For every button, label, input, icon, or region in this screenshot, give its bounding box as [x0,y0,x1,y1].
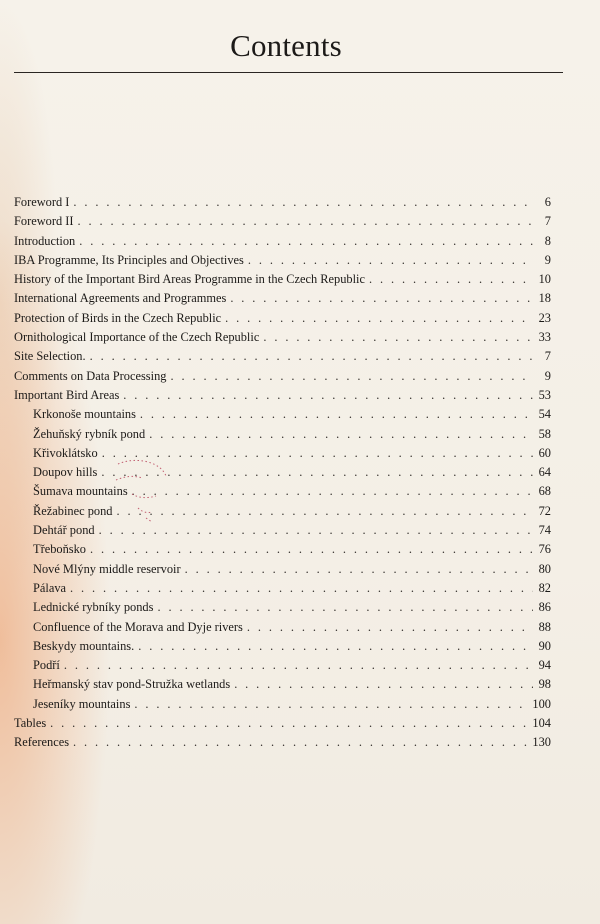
dot-leader [50,714,528,733]
dot-leader [101,463,533,482]
toc-page-number: 6 [544,195,551,209]
toc-subentry [14,444,563,463]
dot-leader [132,482,533,501]
toc-entry-title: Krkonoše mountains [33,407,136,422]
toc-entry-title: Heřmanský stav pond-Stružka wetlands [33,677,231,692]
toc-subentry [14,695,563,714]
toc-entry-title: Podří [33,658,60,673]
toc-entry [14,386,563,405]
toc-page-number: 100 [532,696,551,711]
toc-entry [14,347,563,366]
toc-entry-title: Doupov hills [33,465,98,480]
toc-entry [14,367,563,386]
dot-leader [78,212,533,231]
toc-entry [14,212,563,231]
toc-entry-title: IBA Programme, Its Principles and Objectives [14,252,244,267]
toc-entry [14,251,563,270]
toc-page-number: 88 [538,619,551,634]
dot-leader [138,637,533,656]
toc-page-number: 53 [538,387,551,402]
toc-page-number: 98 [538,677,551,692]
toc-page-number: 72 [538,503,551,518]
toc-entry-title: Introduction [14,233,76,248]
toc-page-number: 90 [538,638,551,653]
toc-entry [14,289,563,308]
toc-page-number: 68 [538,484,551,499]
toc-entry-title: Beskydy mountains. [33,638,135,653]
toc-subentry [14,637,563,656]
toc-page-number: 54 [538,407,551,422]
toc-subentry [14,463,563,482]
dot-leader [64,656,533,675]
toc-entry-title: Řežabinec pond [33,503,113,518]
toc-subentry [14,405,563,424]
toc-page-number: 7 [544,214,551,229]
dot-leader [263,328,533,347]
dot-leader [247,618,533,637]
toc-page-number: 74 [538,523,551,538]
toc-entry-title: Šumava mountains [33,484,128,499]
toc-entry-title: Tables [14,716,47,731]
toc-entry-title: Foreword II [14,214,74,229]
toc-page-number: 104 [532,716,551,731]
toc-page-number: 86 [538,600,551,615]
toc-page-number: 9 [544,368,551,383]
toc-page-number: 9 [544,252,551,267]
dot-leader [140,405,533,424]
toc-entry-title: Confluence of the Morava and Dyje rivers [33,619,243,634]
toc-page-number: 8 [544,233,551,248]
dot-leader [230,289,533,308]
dot-leader [248,251,533,270]
dot-leader [73,193,533,212]
dot-leader [102,444,533,463]
toc-entry [14,309,563,328]
toc-entry [14,328,563,347]
toc-subentry [14,675,563,694]
dot-leader [234,675,533,694]
toc-page-number: 64 [538,465,551,480]
dot-leader [157,598,533,617]
dot-leader [79,232,533,251]
toc-entry-title: Křivoklátsko [33,445,98,460]
dot-leader [123,386,533,405]
toc-entry-title: Nové Mlýny middle reservoir [33,561,181,576]
toc-subentry [14,521,563,540]
toc-subentry [14,425,563,444]
dot-leader [369,270,533,289]
dot-leader [73,733,528,752]
toc-entry-title: Dehtář pond [33,523,95,538]
dot-leader [90,347,533,366]
toc-page-number: 7 [544,349,551,364]
toc-entry-title: References [14,735,70,750]
toc-entry-title: Jeseníky mountains [33,696,131,711]
toc-subentry [14,598,563,617]
toc-page-number: 18 [538,291,551,306]
toc-subentry [14,482,563,501]
toc-entry-title: Protection of Birds in the Czech Republic [14,310,222,325]
dot-leader [185,560,533,579]
toc-entry-title: Třeboňsko [33,542,86,557]
toc-page-number: 58 [538,426,551,441]
toc-entry-title: Important Bird Areas [14,387,120,402]
toc-entry-title: Ornithological Importance of the Czech Republic [14,330,260,345]
page-title: Contents [230,28,342,63]
toc-page-number: 10 [538,272,551,287]
dot-leader [116,502,533,521]
dot-leader [170,367,533,386]
toc-subentry [14,502,563,521]
dot-leader [149,425,533,444]
toc-page-number: 60 [538,445,551,460]
toc-entry [14,232,563,251]
dot-leader [99,521,533,540]
toc-page-number: 76 [538,542,551,557]
toc-entry-title: Žehuňský rybník pond [33,426,146,441]
toc-page-number: 33 [538,330,551,345]
toc-subentry [14,579,563,598]
dot-leader [90,540,533,559]
dot-leader [70,579,533,598]
toc-entry [14,193,563,212]
toc-subentry [14,656,563,675]
toc-entry-title: Lednické rybníky ponds [33,600,154,615]
toc-entry-title: History of the Important Bird Areas Programme in the Czech Republic [14,272,365,287]
toc-subentry [14,618,563,637]
toc-subentry [14,540,563,559]
toc-entry-title: Foreword I [14,195,70,209]
toc-page-number: 80 [538,561,551,576]
title-divider [14,72,563,73]
table-of-contents [14,193,563,753]
toc-entry-title: Pálava [33,580,67,595]
toc-page-number: 130 [532,735,551,750]
toc-entry [14,270,563,289]
toc-entry-title: International Agreements and Programmes [14,291,227,306]
toc-subentry [14,560,563,579]
toc-page-number: 23 [538,310,551,325]
toc-entry [14,733,563,752]
toc-entry [14,714,563,733]
toc-page-number: 94 [538,658,551,673]
dot-leader [134,695,528,714]
toc-entry-title: Site Selection. [14,349,86,364]
toc-entry-title: Comments on Data Processing [14,368,167,383]
toc-page-number: 82 [538,580,551,595]
dot-leader [225,309,533,328]
